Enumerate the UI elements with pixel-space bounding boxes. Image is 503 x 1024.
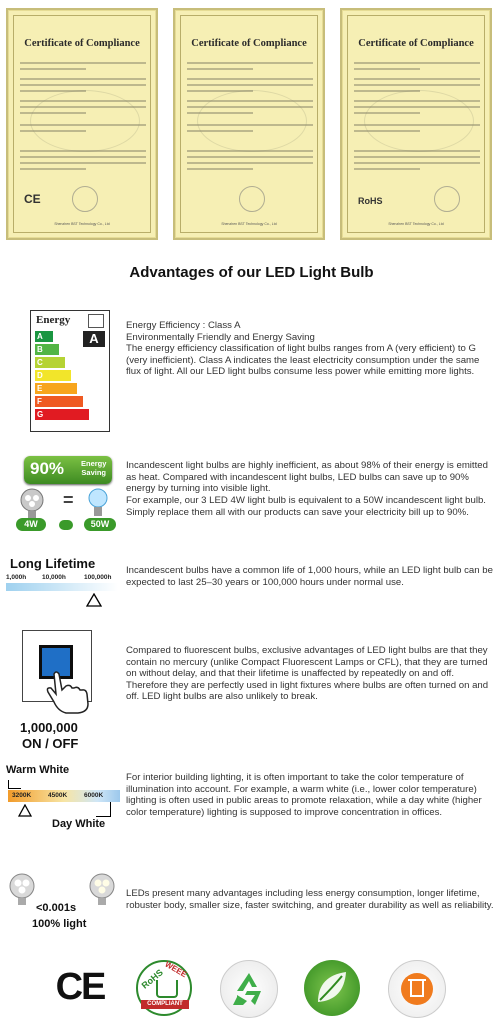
equivalence-body: For example, our 3 LED 4W light bulb is equivalent to a 50W incandescent light bulb. Simply replace them all with our products can save your electricity bill up to 90%.	[126, 495, 486, 518]
page-heading: Advantages of our LED Light Bulb	[129, 264, 374, 281]
rohs-mark: RoHS	[358, 196, 383, 206]
wattage-comparison	[14, 488, 118, 532]
weee-logo-text: WEEE	[163, 959, 189, 980]
energy-bar-g: G	[35, 409, 89, 420]
energy-line2: Environmentally Friendly and Energy Saving	[126, 331, 315, 343]
certificate-3	[340, 8, 492, 240]
temp-4500k: 4500K	[48, 792, 68, 799]
day-white-label: Day White	[52, 818, 106, 830]
color-temp-body: For interior building lighting, it is often important to take the color temperature of illumination into account. For example, a warm white (i.e., lower color temperature) lighting is often used in public areas to promote relaxation, while a day white (higher color temperature) lighting is supposed to improve concentration in offices.	[126, 772, 482, 818]
seal-stamp	[72, 186, 98, 212]
led-watts: 4W	[16, 518, 46, 531]
rohs-weee-logo	[136, 960, 192, 1016]
switch-graphic	[12, 630, 112, 762]
saving-word2: Saving	[81, 468, 107, 477]
certification-logos	[0, 960, 503, 1020]
lifetime-body: Incandescent bulbs have a common life of 1,000 hours, while an LED light bulb can be expected to last 25–30 years or 100,000 hours under normal use.	[126, 565, 493, 588]
energy-section	[126, 320, 496, 378]
certificate-title: Certificate of Compliance	[191, 38, 307, 49]
saving-body: Incandescent light bulbs are highly inefficient, as about 98% of their energy is emitted as heat. Compared with incandescent light bulbs, LED bulbs can save up to 90% energy by turning into visible light.	[126, 460, 488, 494]
instant-light-label: 100% light	[32, 918, 87, 930]
energy-label-text: Energy	[36, 314, 71, 326]
certificate-1	[6, 8, 158, 240]
energy-label-icon	[30, 310, 110, 432]
lifetime-graphic	[6, 556, 118, 608]
lifetime-bar	[6, 583, 118, 591]
leaf-icon	[304, 960, 360, 1016]
switch-count: 1,000,000	[20, 720, 78, 735]
ce-mark: CE	[24, 192, 41, 206]
temp-6000k: 6000K	[84, 792, 104, 799]
instant-time: <0.001s	[36, 902, 77, 914]
ce-logo-text: CE	[55, 966, 105, 1008]
recycle-bin-logo	[388, 960, 446, 1018]
check-icon	[156, 980, 178, 998]
energy-bar-e: E	[35, 383, 77, 394]
recycle-logo	[220, 960, 278, 1018]
compliant-banner: COMPLIANT	[141, 1000, 189, 1009]
energy-bar-a: A	[35, 331, 53, 342]
seal-stamp	[434, 186, 460, 212]
energy-body: The energy efficiency classification of light bulbs ranges from A (very efficient) to G (very inefficient). Class A indicates the least electricity consumption under the same flux of light. All our LED light bulbs consume less power while emitting more lights.	[126, 343, 480, 377]
certificate-footer: Shenzhen BST Technology Co., Ltd	[221, 222, 277, 226]
certificate-title: Certificate of Compliance	[24, 38, 140, 49]
switch-onoff: ON / OFF	[22, 736, 79, 751]
bin-icon	[401, 973, 433, 1005]
ce-logo	[52, 960, 108, 1016]
lifetime-tick-3: 100,000h	[84, 574, 112, 581]
rohs-logo-text: RoHS	[139, 967, 165, 991]
certificate-footer: Shenzhen BST Technology Co., Ltd	[388, 222, 444, 226]
energy-saving-badge	[24, 456, 112, 484]
lifetime-tick-1: 1,000h	[6, 574, 27, 581]
lifetime-tick-2: 10,000h	[42, 574, 66, 581]
seal-stamp	[239, 186, 265, 212]
certificate-title: Certificate of Compliance	[358, 38, 474, 49]
hand-pointer-icon	[44, 668, 94, 714]
energy-class-badge: A	[83, 331, 105, 347]
eco-leaf-logo	[304, 960, 360, 1016]
incandescent-watts: 50W	[84, 518, 116, 531]
warm-white-label: Warm White	[6, 764, 70, 776]
color-temperature-graphic	[4, 764, 124, 836]
certificates-strip	[0, 0, 503, 250]
switching-body: Compared to fluorescent bulbs, exclusive advantages of LED light bulbs are that they contain no mercury (unlike Compact Fluorescent Lamps or CFL), that they are turned on without delay, and that their lifetime is unaffected by repeatedly on and off. Therefore they are perfectly used in light fixtures where bulbs are often turned on and off. LED light bulbs are also unlikely to break.	[126, 645, 489, 702]
triangle-marker-icon	[18, 804, 32, 818]
led-bulbs-icon	[6, 872, 122, 906]
triangle-marker-icon	[86, 593, 102, 607]
color-temperature-bar	[8, 790, 120, 802]
energy-bar-d: D	[35, 370, 71, 381]
energy-bar-b: B	[35, 344, 59, 355]
certificate-footer: Shenzhen BST Technology Co., Ltd	[54, 222, 110, 226]
equals-sign: =	[63, 490, 74, 510]
instant-body: LEDs present many advantages including less energy consumption, longer lifetime, robuster body, smaller size, faster switching, and greater durability as well as reliability.	[126, 888, 494, 911]
lifetime-title: Long Lifetime	[10, 556, 96, 571]
energy-bar-c: C	[35, 357, 65, 368]
saving-word1: Energy	[81, 459, 107, 468]
temp-3200k: 3200K	[12, 792, 32, 799]
saving-percent: 90%	[30, 459, 65, 478]
certificate-2	[173, 8, 325, 240]
energy-bar-f: F	[35, 396, 83, 407]
instant-light-graphic	[6, 872, 122, 934]
recycle-icon	[221, 961, 277, 1017]
energy-line1: Energy Efficiency : Class A	[126, 320, 241, 331]
